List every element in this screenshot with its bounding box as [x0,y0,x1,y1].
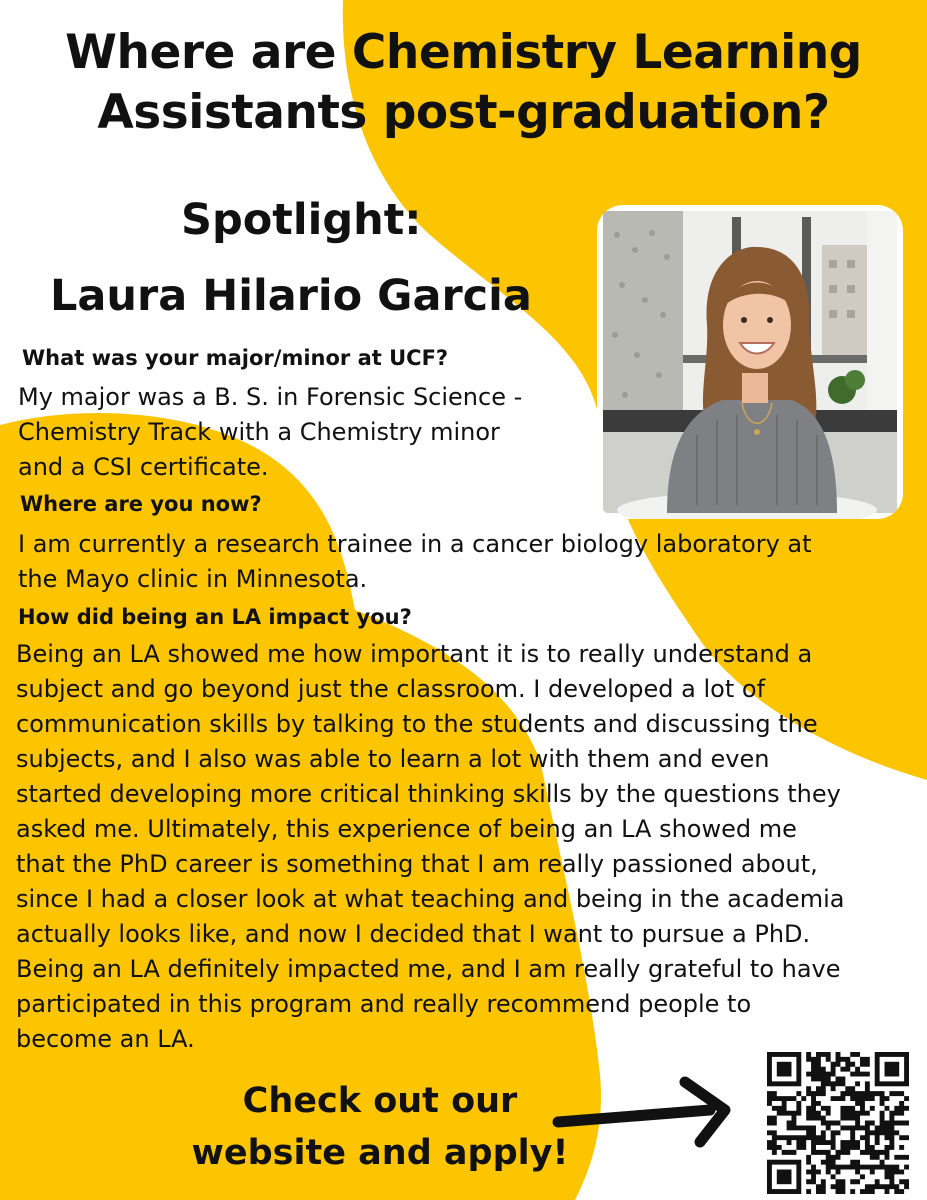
qr-code-icon[interactable] [767,1052,909,1194]
portrait-photo [597,205,903,519]
cta-text[interactable] [150,1075,610,1179]
answer-where-now [18,527,812,597]
answer-line: become an LA. [16,1025,195,1053]
answer-line: subjects, and I also was able to learn a lot with them and even [16,745,770,773]
answer-line: Chemistry Track with a Chemistry minor [18,418,500,446]
answer-line: participated in this program and really recommend people to [16,990,752,1018]
answer-line: My major was a B. S. in Forensic Science - [18,383,523,411]
answer-line: since I had a closer look at what teaching and being in the academia [16,885,845,913]
title-highlight-text: Chemistry Learning [351,25,862,80]
cta-line-1: Check out our [242,1081,518,1121]
answer-line: that the PhD career is something that I am really passioned about, [16,850,818,878]
answer-line: Being an LA showed me how important it is to really understand a [16,640,813,668]
title-line-2: Assistants post-graduation? [97,85,830,140]
question-la-impact: How did being an LA impact you? [18,605,412,629]
answer-line: Being an LA definitely impacted me, and I am really grateful to have [16,955,841,983]
question-major-minor: What was your major/minor at UCF? [22,346,449,370]
answer-line: actually looks like, and now I decided that I want to pursue a PhD. [16,920,811,948]
qr-finder-pattern [767,1052,801,1086]
answer-line: asked me. Ultimately, this experience of being an LA showed me [16,815,797,843]
answer-line: I am currently a research trainee in a cancer biology laboratory at [18,530,812,558]
answer-line: communication skills by talking to the students and discussing the [16,710,818,738]
answer-la-impact [16,637,844,1057]
qr-finder-pattern [767,1160,801,1194]
answer-line: the Mayo clinic in Minnesota. [18,565,368,593]
spotlight-label: Spotlight: [181,195,422,245]
question-where-now: Where are you now? [20,492,262,516]
answer-line: subject and go beyond just the classroom. I developed a lot of [16,675,766,703]
answer-line: and a CSI certificate. [18,453,269,481]
arrow-right-icon [550,1070,740,1150]
answer-major-minor [18,380,522,485]
qr-finder-pattern [875,1052,909,1086]
spotlight-name: Laura Hilario Garcia [50,271,532,321]
title-plain-text: Where are [65,25,352,80]
page-title [0,23,927,143]
cta-line-2: website and apply! [191,1133,569,1173]
title-line-1 [0,23,927,83]
answer-line: started developing more critical thinking skills by the questions they [16,780,841,808]
portrait-illustration [597,205,903,519]
